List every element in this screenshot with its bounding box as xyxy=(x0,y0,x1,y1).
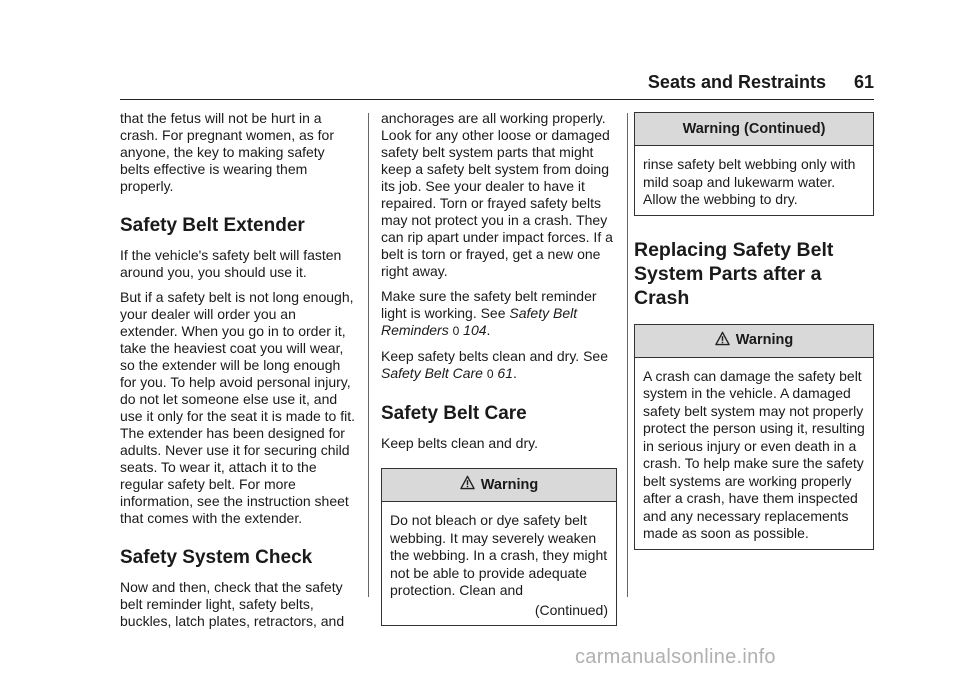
ref-page-61[interactable]: 61 xyxy=(497,365,513,381)
warning-body: A crash can damage the safety belt system in the vehicle. A damaged safety belt system may not properly protect the person using it, resulting in serious injury or even death in a crash. To help make sure the safety belt systems are working properly after a crash, have them inspected and any necessary replacements made as soon as possible. xyxy=(643,367,865,541)
section-title: Seats and Restraints xyxy=(647,72,826,92)
warning-header xyxy=(635,325,873,358)
heading-safety-belt-care: Safety Belt Care xyxy=(381,403,527,424)
warning-continued-body: rinse safety belt webbing only with mild soap and lukewarm water. Allow the webbing to dry. xyxy=(643,156,856,207)
warning-body: Do not bleach or dye safety belt webbing. It may severely weaken the webbing. In a crash, they might not be able to provide adequate protection. Clean and (Continued) xyxy=(390,512,608,618)
warning-triangle-icon xyxy=(715,331,730,351)
warning-box-continued xyxy=(634,112,874,216)
warning-box-replace xyxy=(634,324,874,550)
header-rule xyxy=(120,99,874,100)
care-paragraph: Keep belts clean and dry. xyxy=(381,435,538,451)
clean-paragraph: Keep safety belts clean and dry. See Safety Belt Care 0 61. xyxy=(381,348,608,381)
heading-safety-system-check: Safety System Check xyxy=(120,547,313,568)
continued-label: (Continued) xyxy=(534,601,608,618)
warning-triangle-icon xyxy=(460,475,475,495)
warning-label: Warning xyxy=(735,332,794,348)
ref-safety-belt-care[interactable]: Safety Belt Care xyxy=(381,365,483,381)
ref-page-104[interactable]: 104 xyxy=(463,322,487,338)
ref-safety-belt-reminders[interactable]: Safety Belt Reminders xyxy=(381,305,578,338)
extender-paragraph-2: But if a safety belt is not long enough, your dealer will order you an extender. When you go in to order it, take the heaviest coat you will wear, so the extender will be long enough for you. To help avoid personal injury, do not let someone else use it, and use it only for the seat it is made to fit. The extender has been designed for adults. Never use it for securing child seats. To wear it, attach it to the regular safety belt. For more information, see the instruction sheet that comes with the extender. xyxy=(120,289,355,526)
warning-label: Warning xyxy=(480,476,539,493)
warning-continued-header: Warning (Continued) xyxy=(635,113,873,146)
page-ref-icon: 0 xyxy=(452,324,460,338)
watermark: carmanualsonline.info xyxy=(575,646,776,668)
heading-safety-belt-extender: Safety Belt Extender xyxy=(120,215,305,236)
check-paragraph-1: Now and then, check that the safety belt reminder light, safety belts, buckles, latch plates, retractors, and xyxy=(120,579,345,629)
column-divider-2 xyxy=(627,113,628,597)
intro-paragraph: that the fetus will not be hurt in a crash. For pregnant women, as for anyone, the key to making safety belts effective is wearing them properly. xyxy=(120,110,334,194)
reminder-paragraph: Make sure the safety belt reminder light is working. See Safety Belt Reminders 0 104. xyxy=(381,288,597,338)
heading-replacing-parts: Replacing Safety Belt System Parts after a Crash xyxy=(634,238,834,309)
warning-box-care xyxy=(381,468,617,626)
column-1 xyxy=(120,110,356,638)
check-paragraph-2: anchorages are all working properly. Look for any other loose or damaged safety belt system parts that might keep a safety belt system from doing its job. See your dealer to have it repaired. Torn or frayed safety belts may not protect you in a crash. They can rip apart under impact forces. If a belt is torn or frayed, get a new one right away. xyxy=(381,110,613,279)
extender-paragraph-1: If the vehicle's safety belt will fasten around you, you should use it. xyxy=(120,247,342,280)
page-number: 61 xyxy=(853,72,874,92)
column-2 xyxy=(381,110,617,626)
column-3 xyxy=(634,110,874,550)
warning-header xyxy=(382,469,616,502)
page-header xyxy=(120,72,874,98)
column-divider-1 xyxy=(368,113,369,597)
page-ref-icon: 0 xyxy=(486,367,494,381)
